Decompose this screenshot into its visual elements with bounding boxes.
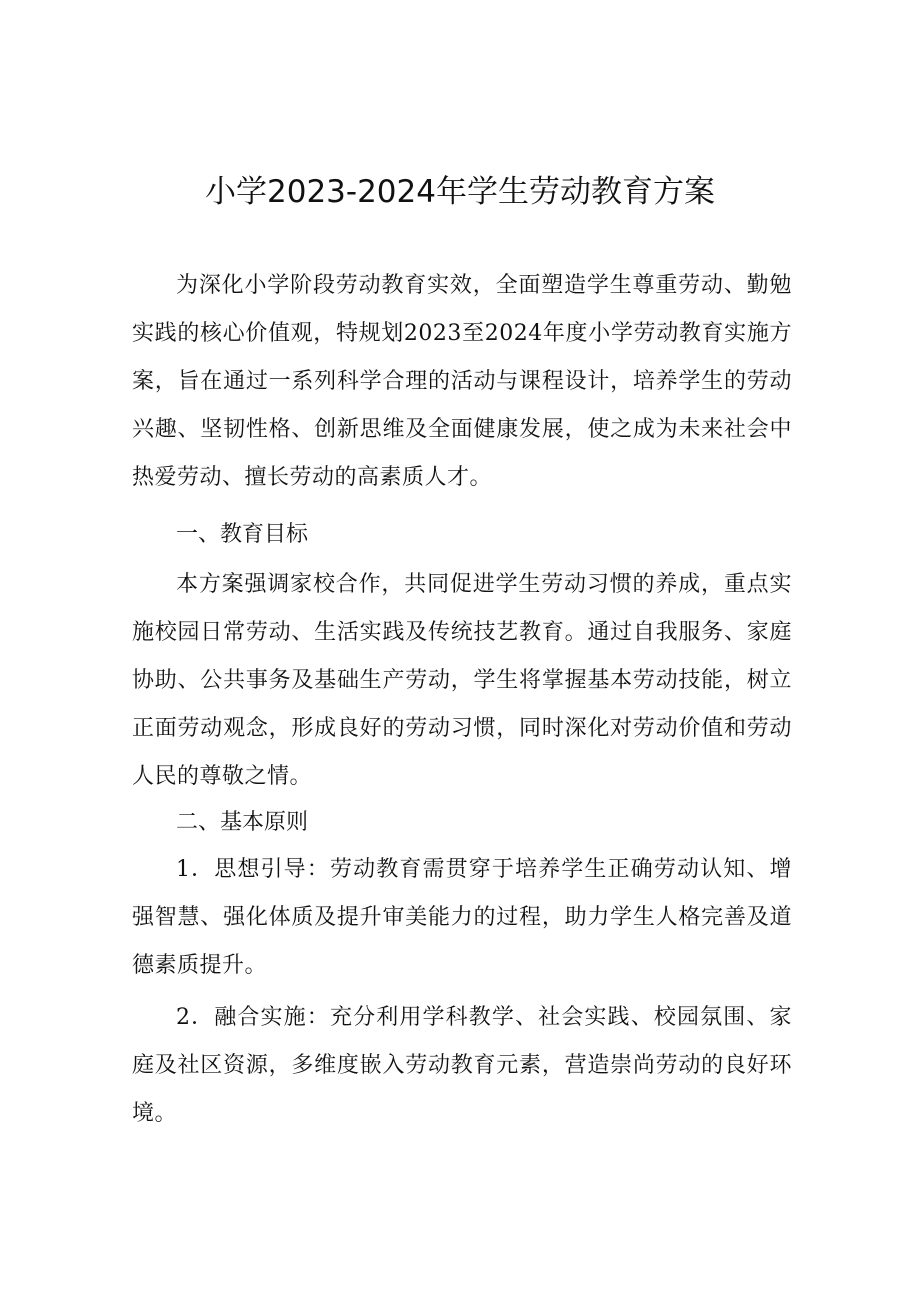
section-heading-goals: 一、教育目标	[176, 522, 309, 547]
principle-item-2: 2．融合实施：充分利用学科教学、社会实践、校园氛围、家庭及社区资源，多维度嵌入劳动教育元素，营造崇尚劳动的良好环境。	[132, 1005, 792, 1126]
document-title: 小学2023-2024年学生劳动教育方案	[205, 174, 715, 210]
goals-paragraph: 本方案强调家校合作，共同促进学生劳动习惯的养成，重点实施校园日常劳动、生活实践及传统技艺教育。通过自我服务、家庭协助、公共事务及基础生产劳动，学生将掌握基本劳动技能，树立正面劳动观念，形成良好的劳动习惯，同时深化对劳动价值和劳动人民的尊敬之情。	[132, 572, 792, 789]
intro-paragraph: 为深化小学阶段劳动教育实效，全面塑造学生尊重劳动、勤勉实践的核心价值观，特规划2023至2024年度小学劳动教育实施方案，旨在通过一系列科学合理的活动与课程设计，培养学生的劳动兴趣、坚韧性格、创新思维及全面健康发展，使之成为未来社会中热爱劳动、擅长劳动的高素质人才。	[132, 273, 792, 490]
principle-item-1: 1．思想引导：劳动教育需贯穿于培养学生正确劳动认知、增强智慧、强化体质及提升审美能力的过程，助力学生人格完善及道德素质提升。	[132, 857, 792, 978]
section-heading-principles: 二、基本原则	[176, 810, 309, 835]
